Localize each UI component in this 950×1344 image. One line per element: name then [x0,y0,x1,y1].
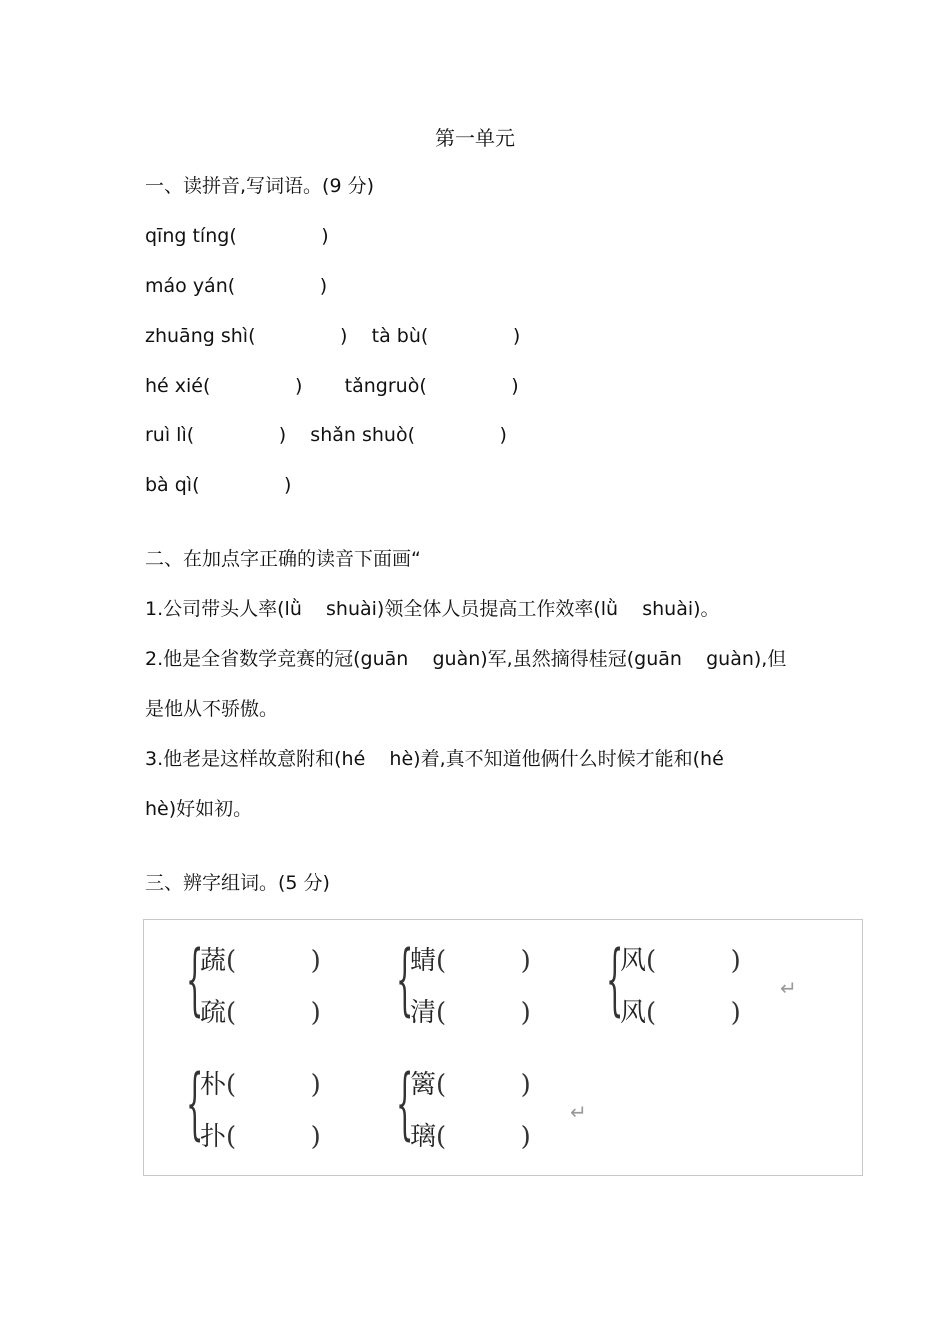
open-paren: ( [646,946,657,976]
pinyin-line [145,223,329,249]
answer-blank[interactable]: ( ) [248,325,348,347]
pinyin-line [145,472,291,498]
close-paren: ) [310,946,321,976]
section2-heading: 二、在加点字正确的读音下面画“ [145,548,421,570]
answer-blank[interactable] [646,946,741,976]
brace-icon: { [186,935,204,1025]
answer-blank[interactable]: ( ) [192,474,292,496]
brace-icon: { [186,1059,204,1149]
char: 朴 [200,1070,227,1100]
question-line: 3.他老是这样故意附和(hé hè)着,真不知道他俩什么时候才能和(hé [145,748,724,770]
brace-icon: { [396,935,414,1025]
question-line: 2.他是全省数学竞赛的冠(guān guàn)军,虽然摘得桂冠(guān guàn),但 [145,648,787,670]
answer-blank[interactable]: ( ) [186,424,287,446]
pinyin-text: qīng tíng [145,225,230,247]
answer-blank[interactable] [436,946,531,976]
question-line: hè)好如初。 [145,798,253,820]
answer-blank[interactable]: ( ) [229,225,329,247]
pinyin-text: tǎngruò [344,375,420,397]
char: 扑 [200,1122,227,1152]
close-paren: ) [520,998,531,1028]
char: 璃 [410,1122,437,1152]
open-paren: ( [436,998,447,1028]
char: 蜻 [410,946,437,976]
answer-blank[interactable] [226,1070,321,1100]
char: 风 [620,998,647,1028]
open-paren: ( [436,1070,447,1100]
answer-blank[interactable] [646,998,741,1028]
return-mark-icon: ↵ [780,976,797,1000]
answer-blank[interactable]: ( ) [420,325,521,347]
open-paren: ( [226,1122,237,1152]
pinyin-text: bà qì [145,474,193,496]
char-row [410,1120,531,1154]
char-row [200,1068,321,1102]
close-paren: ) [520,1122,531,1152]
answer-blank[interactable] [436,998,531,1028]
brace-icon: { [606,935,624,1025]
char: 疏 [200,998,227,1028]
pinyin-text: hé xié [145,375,203,397]
char-row [410,996,531,1030]
section3-heading: 三、辨字组词。(5 分) [145,872,330,894]
open-paren: ( [226,946,237,976]
open-paren: ( [436,1122,447,1152]
answer-blank[interactable]: ( ) [407,424,507,446]
close-paren: ) [310,998,321,1028]
open-paren: ( [226,998,237,1028]
question-line: 1.公司带头人率(lǜ shuài)领全体人员提高工作效率(lǜ shuài)。 [145,598,720,620]
pinyin-line [145,323,520,349]
pinyin-text: shǎn shuò [310,424,408,446]
char: 篱 [410,1070,437,1100]
pinyin-text: máo yán [145,275,228,297]
close-paren: ) [310,1122,321,1152]
answer-blank[interactable]: ( ) [419,375,519,397]
char: 风 [620,946,647,976]
close-paren: ) [730,998,741,1028]
char-row [410,1068,531,1102]
pinyin-line [145,273,327,299]
pinyin-line [145,422,507,448]
return-mark-icon: ↵ [570,1100,587,1124]
answer-blank[interactable] [436,1070,531,1100]
pinyin-line [145,373,519,399]
pinyin-text: ruì lì [145,424,187,446]
close-paren: ) [730,946,741,976]
section1-heading: 一、读拼音,写词语。(9 分) [145,175,374,197]
close-paren: ) [520,946,531,976]
word-group-box [143,919,863,1176]
char-row [200,944,321,978]
answer-blank[interactable]: ( ) [227,275,328,297]
char-row [410,944,531,978]
char: 蔬 [200,946,227,976]
open-paren: ( [646,998,657,1028]
pinyin-text: zhuāng shì [145,325,249,347]
char: 清 [410,998,437,1028]
answer-blank[interactable] [436,1122,531,1152]
open-paren: ( [226,1070,237,1100]
char-row [200,996,321,1030]
open-paren: ( [436,946,447,976]
answer-blank[interactable]: ( ) [202,375,303,397]
answer-blank[interactable] [226,998,321,1028]
close-paren: ) [520,1070,531,1100]
char-row [620,944,741,978]
pinyin-text: tà bù [371,325,421,347]
answer-blank[interactable] [226,1122,321,1152]
answer-blank[interactable] [226,946,321,976]
char-row [200,1120,321,1154]
page-title: 第一单元 [435,126,515,150]
close-paren: ) [310,1070,321,1100]
char-row [620,996,741,1030]
brace-icon: { [396,1059,414,1149]
question-line: 是他从不骄傲。 [145,698,279,720]
